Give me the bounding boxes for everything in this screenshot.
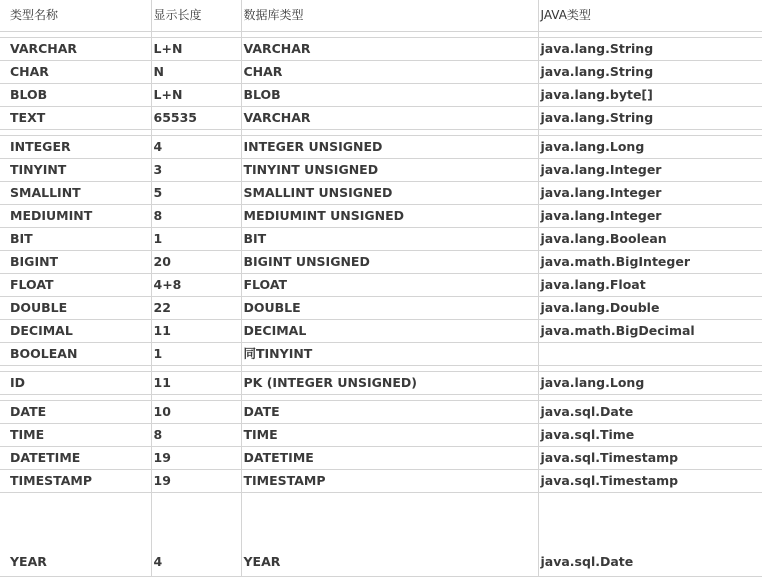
display-length-cell: 3 <box>151 159 241 182</box>
database-type-cell: BIGINT UNSIGNED <box>241 251 538 274</box>
java-type-cell: java.sql.Timestamp <box>538 470 762 493</box>
java-type-cell: java.lang.Integer <box>538 182 762 205</box>
java-type-cell: java.sql.Timestamp <box>538 447 762 470</box>
display-length-cell: 65535 <box>151 107 241 130</box>
database-type-cell: DECIMAL <box>241 320 538 343</box>
type-name-cell: BLOB <box>0 84 151 107</box>
display-length-cell: 4 <box>151 136 241 159</box>
header-row <box>0 0 762 32</box>
database-type-cell: DATETIME <box>241 447 538 470</box>
type-name-cell: TIME <box>0 424 151 447</box>
type-name-cell: BIGINT <box>0 251 151 274</box>
type-name-cell: DECIMAL <box>0 320 151 343</box>
java-type-cell <box>538 343 762 366</box>
table-row <box>0 84 762 107</box>
java-type-cell: java.sql.Time <box>538 424 762 447</box>
type-name-cell: SMALLINT <box>0 182 151 205</box>
display-length-cell: N <box>151 61 241 84</box>
type-name-cell: MEDIUMINT <box>0 205 151 228</box>
type-name-cell: VARCHAR <box>0 38 151 61</box>
table-row <box>0 136 762 159</box>
database-type-cell: CHAR <box>241 61 538 84</box>
type-name-cell: INTEGER <box>0 136 151 159</box>
table-row <box>0 320 762 343</box>
database-type-cell: DATE <box>241 401 538 424</box>
display-length-cell: 11 <box>151 372 241 395</box>
type-name-cell: DATE <box>0 401 151 424</box>
java-type-cell: java.lang.byte[] <box>538 84 762 107</box>
table-row <box>0 401 762 424</box>
display-length-cell: 8 <box>151 205 241 228</box>
type-name-cell: CHAR <box>0 61 151 84</box>
type-name-cell: FLOAT <box>0 274 151 297</box>
table-row <box>0 372 762 395</box>
java-type-cell: java.lang.Double <box>538 297 762 320</box>
type-name-cell: TIMESTAMP <box>0 470 151 493</box>
table-header <box>0 0 762 32</box>
header-type-name: 类型名称 <box>0 0 151 32</box>
database-type-cell: VARCHAR <box>241 38 538 61</box>
type-name-cell: TINYINT <box>0 159 151 182</box>
table-row <box>0 470 762 493</box>
display-length-cell: 10 <box>151 401 241 424</box>
database-type-cell: FLOAT <box>241 274 538 297</box>
database-type-cell: YEAR <box>241 493 538 577</box>
table-row <box>0 251 762 274</box>
table-row <box>0 343 762 366</box>
display-length-cell: 4+8 <box>151 274 241 297</box>
java-type-cell: java.lang.Float <box>538 274 762 297</box>
java-type-cell: java.lang.String <box>538 107 762 130</box>
display-length-cell: 11 <box>151 320 241 343</box>
java-type-cell: java.lang.Integer <box>538 159 762 182</box>
type-name-cell: BIT <box>0 228 151 251</box>
database-type-cell: TINYINT UNSIGNED <box>241 159 538 182</box>
java-type-cell: java.math.BigDecimal <box>538 320 762 343</box>
table-row <box>0 38 762 61</box>
java-type-cell: java.lang.String <box>538 38 762 61</box>
table-row <box>0 424 762 447</box>
database-type-cell: TIME <box>241 424 538 447</box>
database-type-cell: BLOB <box>241 84 538 107</box>
type-name-cell: DOUBLE <box>0 297 151 320</box>
java-type-cell: java.math.BigInteger <box>538 251 762 274</box>
java-type-cell: java.lang.Long <box>538 372 762 395</box>
java-type-cell: java.sql.Date <box>538 493 762 577</box>
table-row <box>0 61 762 84</box>
table-body <box>0 32 762 577</box>
type-name-cell: BOOLEAN <box>0 343 151 366</box>
display-length-cell: 5 <box>151 182 241 205</box>
display-length-cell: 1 <box>151 343 241 366</box>
type-name-cell: DATETIME <box>0 447 151 470</box>
header-database-type: 数据库类型 <box>241 0 538 32</box>
type-name-cell: ID <box>0 372 151 395</box>
table-row <box>0 297 762 320</box>
table-row <box>0 205 762 228</box>
table-row <box>0 493 762 577</box>
header-java-type: JAVA类型 <box>538 0 762 32</box>
display-length-cell: 20 <box>151 251 241 274</box>
database-type-cell: PK (INTEGER UNSIGNED) <box>241 372 538 395</box>
java-type-cell: java.sql.Date <box>538 401 762 424</box>
display-length-cell: 1 <box>151 228 241 251</box>
table-row <box>0 159 762 182</box>
java-type-cell: java.lang.Integer <box>538 205 762 228</box>
display-length-cell: 19 <box>151 470 241 493</box>
database-type-cell: BIT <box>241 228 538 251</box>
database-type-cell: INTEGER UNSIGNED <box>241 136 538 159</box>
header-display-length: 显示长度 <box>151 0 241 32</box>
java-type-cell: java.lang.Boolean <box>538 228 762 251</box>
table-row <box>0 274 762 297</box>
database-type-cell: 同TINYINT <box>241 343 538 366</box>
display-length-cell: 8 <box>151 424 241 447</box>
display-length-cell: 19 <box>151 447 241 470</box>
type-name-cell: YEAR <box>0 493 151 577</box>
table-row <box>0 107 762 130</box>
database-type-cell: VARCHAR <box>241 107 538 130</box>
display-length-cell: L+N <box>151 38 241 61</box>
table-row <box>0 182 762 205</box>
type-name-cell: TEXT <box>0 107 151 130</box>
display-length-cell: L+N <box>151 84 241 107</box>
java-type-cell: java.lang.String <box>538 61 762 84</box>
database-type-cell: MEDIUMINT UNSIGNED <box>241 205 538 228</box>
table-row <box>0 228 762 251</box>
table-row <box>0 447 762 470</box>
display-length-cell: 4 <box>151 493 241 577</box>
java-type-cell: java.lang.Long <box>538 136 762 159</box>
database-type-cell: SMALLINT UNSIGNED <box>241 182 538 205</box>
database-type-cell: TIMESTAMP <box>241 470 538 493</box>
display-length-cell: 22 <box>151 297 241 320</box>
database-type-cell: DOUBLE <box>241 297 538 320</box>
